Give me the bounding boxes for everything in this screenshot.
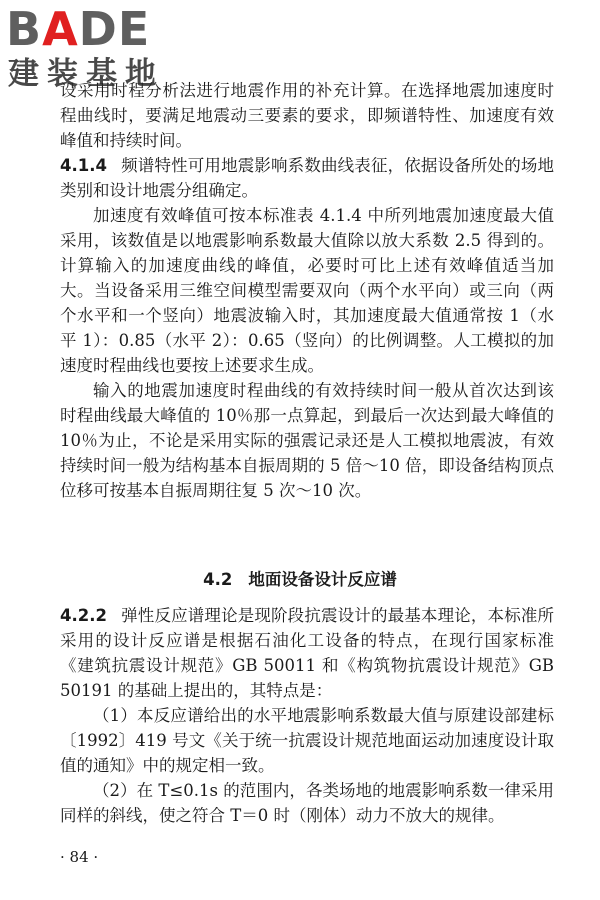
clause-number: 4.1.4 bbox=[60, 156, 107, 175]
paragraph-duration: 输入的地震加速度时程曲线的有效持续时间一般从首次达到该时程曲线最大峰值的 10％那一点算起，到最后一次达到最大峰值的 10％为止，不论是采用实际的强震记录还是人工模拟地震波，有效持续时间一般为结构基本自振周期的 5 倍～10 倍，即设备结构顶点位移可按基本自振周期往复 5 次～10 次。 bbox=[60, 381, 554, 500]
bade-watermark-logo bbox=[6, 4, 176, 96]
body-upper bbox=[60, 78, 554, 503]
body-lower bbox=[60, 603, 554, 828]
logo-letter-a: A bbox=[42, 2, 79, 56]
paragraph-acceleration-peak: 加速度有效峰值可按本标准表 4.1.4 中所列地震加速度最大值采用，该数值是以地震影响系数最大值除以放大系数 2.5 得到的。计算输入的加速度曲线的峰值，必要时可比上述有效峰值适当加大。当设备采用三维空间模型需要双向（两个水平向）或三向（两个水平和一个竖向）地震波输入时，其加速度最大值通常按 1（水平 1）：0.85（水平 2）：0.65（竖向）的比例调整。人工模拟的加速度时程曲线也要按上述要求生成。 bbox=[60, 206, 554, 375]
page-number: · 84 · bbox=[60, 848, 99, 866]
logo-letters-de: DE bbox=[78, 2, 151, 56]
clause-text: 频谱特性可用地震影响系数曲线表征，依据设备所处的场地类别和设计地震分组确定。 bbox=[60, 156, 554, 200]
clause-4-1-4 bbox=[60, 153, 554, 203]
section-heading bbox=[0, 567, 600, 592]
paragraph-continuation: 设采用时程分析法进行地震作用的补充计算。在选择地震加速度时程曲线时，要满足地震动三要素的要求，即频谱特性、加速度有效峰值和持续时间。 bbox=[60, 81, 554, 150]
clause-4-2-2 bbox=[60, 603, 554, 703]
clause-number: 4.2.2 bbox=[60, 606, 107, 625]
list-item-2: （2）在 T≤0.1s 的范围内，各类场地的地震影响系数一律采用同样的斜线，使之符合 T＝0 时（刚体）动力不放大的规律。 bbox=[60, 781, 554, 825]
clause-text: 弹性反应谱理论是现阶段抗震设计的最基本理论，本标准所采用的设计反应谱是根据石油化工设备的特点，在现行国家标准《建筑抗震设计规范》GB 50011 和《构筑物抗震设计规范》GB 50191 的基础上提出的，其特点是： bbox=[60, 606, 554, 700]
section-title: 地面设备设计反应谱 bbox=[248, 570, 397, 589]
logo-wordmark bbox=[6, 4, 150, 54]
list-item-1: （1）本反应谱给出的水平地震影响系数最大值与原建设部建标〔1992〕419 号文《关于统一抗震设计规范地面运动加速度设计取值的通知》中的规定相一致。 bbox=[60, 706, 554, 775]
logo-letter-b: B bbox=[6, 2, 43, 56]
logo-subtitle: 建装基地 bbox=[8, 56, 164, 92]
section-number: 4.2 bbox=[203, 570, 233, 589]
